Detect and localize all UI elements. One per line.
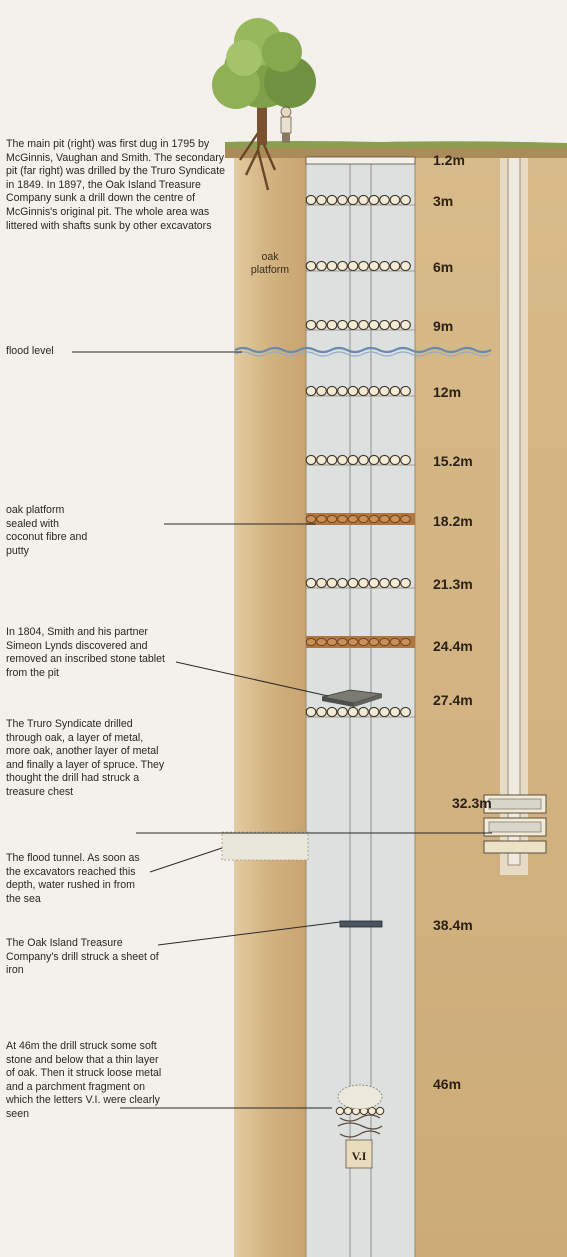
platform-log: [390, 195, 400, 204]
sealed-platform-log: [369, 515, 379, 522]
pit-label-oak-platform: oak platform: [250, 251, 290, 276]
depth-label: 21.3m: [433, 576, 473, 592]
depth-label: 24.4m: [433, 638, 473, 654]
note-intro: The main pit (right) was first dug in 1795 by McGinnis, Vaughan and Smith. The secondary pit (far right) was drilled by the Truro Syndicate in 1849. In 1897, the Oak Island Treasure Company sunk a drill down the centre of McGinnis's original pit. The whole area was littered with shafts sunk by other excavators: [6, 138, 226, 232]
depth-label: 15.2m: [433, 453, 473, 469]
leader-flood-tunnel: [150, 848, 222, 872]
deep-find-log: [336, 1107, 344, 1114]
platform-log: [359, 195, 369, 204]
platform-log: [380, 261, 390, 270]
note-deep-find: At 46m the drill struck some soft stone and below that a thin layer of oak. Then it struck loose metal and a parchment fragment on which the letters V.I. were clearly seen: [6, 1040, 162, 1120]
platform-log: [338, 578, 348, 587]
platform-log: [338, 320, 348, 329]
sealed-platform-log: [306, 638, 316, 645]
depth-label: 18.2m: [433, 513, 473, 529]
platform-log: [327, 261, 337, 270]
sealed-platform-log: [359, 638, 369, 645]
platform-log: [390, 455, 400, 464]
platform-log: [401, 386, 411, 395]
depth-label: 9m: [433, 318, 454, 334]
platform-log: [380, 320, 390, 329]
platform-log: [306, 455, 316, 464]
sealed-platform-log: [348, 638, 358, 645]
deep-find-log: [376, 1107, 384, 1114]
earth-left: [234, 145, 306, 1257]
depth-label: 38.4m: [433, 917, 473, 933]
platform-log: [306, 261, 316, 270]
platform-log: [369, 320, 379, 329]
platform-log: [327, 455, 337, 464]
sealed-platform-log: [390, 638, 400, 645]
platform-log: [369, 578, 379, 587]
platform-log: [348, 707, 358, 716]
depth-label: 3m: [433, 193, 454, 209]
platform-log: [380, 707, 390, 716]
platform-log: [369, 261, 379, 270]
secondary-shaft: [508, 145, 520, 865]
note-stone-tablet: In 1804, Smith and his partner Simeon Lynds discovered and removed an inscribed stone tablet from the pit: [6, 626, 165, 679]
platform-log: [348, 261, 358, 270]
sealed-platform-log: [338, 515, 348, 522]
ground-grass: [225, 141, 567, 148]
platform-log: [369, 386, 379, 395]
note-oak-platform-sealed: oak platform sealed with coconut fibre and putty: [6, 504, 88, 557]
platform-log: [359, 320, 369, 329]
platform-log: [348, 195, 358, 204]
depth-label: 1.2m: [433, 152, 465, 168]
depth-label: 46m: [433, 1076, 462, 1092]
depth-label: 27.4m: [433, 692, 473, 708]
platform-log: [369, 455, 379, 464]
depth-label: 32.3m: [452, 795, 492, 811]
depth-label: 12m: [433, 384, 462, 400]
platform-log: [380, 195, 390, 204]
deep-find-log: [344, 1107, 352, 1114]
platform-log: [317, 386, 327, 395]
sealed-platform-log: [359, 515, 369, 522]
note-truro-drill: The Truro Syndicate drilled through oak, a layer of metal, more oak, another layer of metal and finally a layer of spruce. They thought the drill had struck a treasure chest: [6, 718, 165, 798]
platform-log: [317, 578, 327, 587]
platform-log: [338, 386, 348, 395]
platform-log: [390, 578, 400, 587]
platform-log: [401, 578, 411, 587]
platform-log: [359, 261, 369, 270]
platform-log: [401, 320, 411, 329]
platform-log: [380, 455, 390, 464]
sealed-platform-log: [348, 515, 358, 522]
sealed-platform-log: [390, 515, 400, 522]
excavator-figure: [281, 107, 291, 143]
platform-log: [317, 261, 327, 270]
platform-log: [359, 578, 369, 587]
platform-log: [390, 386, 400, 395]
platform-log: [390, 707, 400, 716]
platform-log: [359, 707, 369, 716]
flood-tunnel: [222, 832, 308, 860]
platform-log: [380, 578, 390, 587]
platform-log: [317, 455, 327, 464]
sealed-platform-log: [317, 638, 327, 645]
iron-sheet: [340, 921, 382, 927]
parchment-letters: V.I: [351, 1149, 367, 1163]
platform-log: [327, 578, 337, 587]
sealed-platform-log: [317, 515, 327, 522]
platform-log: [327, 320, 337, 329]
platform-log: [380, 386, 390, 395]
sealed-platform-log: [401, 638, 411, 645]
sealed-platform-log: [380, 515, 390, 522]
cover-planks: [306, 157, 415, 164]
platform-log: [306, 320, 316, 329]
sealed-platform-log: [327, 638, 337, 645]
treasure-chest-layers: [484, 795, 546, 853]
platform-log: [401, 195, 411, 204]
platform-log: [369, 707, 379, 716]
platform-log: [338, 455, 348, 464]
platform-log: [327, 195, 337, 204]
deep-find-log: [368, 1107, 376, 1114]
sealed-platform-log: [306, 515, 316, 522]
depth-label: 6m: [433, 259, 454, 275]
platform-log: [338, 707, 348, 716]
platform-log: [317, 195, 327, 204]
platform-log: [359, 386, 369, 395]
note-iron-sheet: The Oak Island Treasure Company's drill struck a sheet of iron: [6, 937, 159, 977]
platform-log: [327, 707, 337, 716]
platform-log: [317, 707, 327, 716]
sealed-platform-log: [369, 638, 379, 645]
platform-log: [390, 261, 400, 270]
platform-log: [348, 386, 358, 395]
platform-log: [359, 455, 369, 464]
platform-log: [338, 195, 348, 204]
platform-log: [390, 320, 400, 329]
platform-log: [348, 320, 358, 329]
sealed-platform-log: [401, 515, 411, 522]
platform-log: [306, 195, 316, 204]
note-flood-level: flood level: [6, 345, 54, 357]
platform-log: [401, 455, 411, 464]
platform-log: [306, 386, 316, 395]
platform-log: [306, 578, 316, 587]
note-flood-tunnel: The flood tunnel. As soon as the excavators reached this depth, water rushed in from the sea: [6, 852, 140, 905]
platform-log: [306, 707, 316, 716]
sealed-platform-log: [380, 638, 390, 645]
platform-log: [348, 578, 358, 587]
platform-log: [338, 261, 348, 270]
platform-log: [327, 386, 337, 395]
sealed-platform-log: [338, 638, 348, 645]
platform-log: [317, 320, 327, 329]
platform-log: [369, 195, 379, 204]
platform-log: [348, 455, 358, 464]
platform-log: [401, 707, 411, 716]
sealed-platform-log: [327, 515, 337, 522]
platform-log: [401, 261, 411, 270]
